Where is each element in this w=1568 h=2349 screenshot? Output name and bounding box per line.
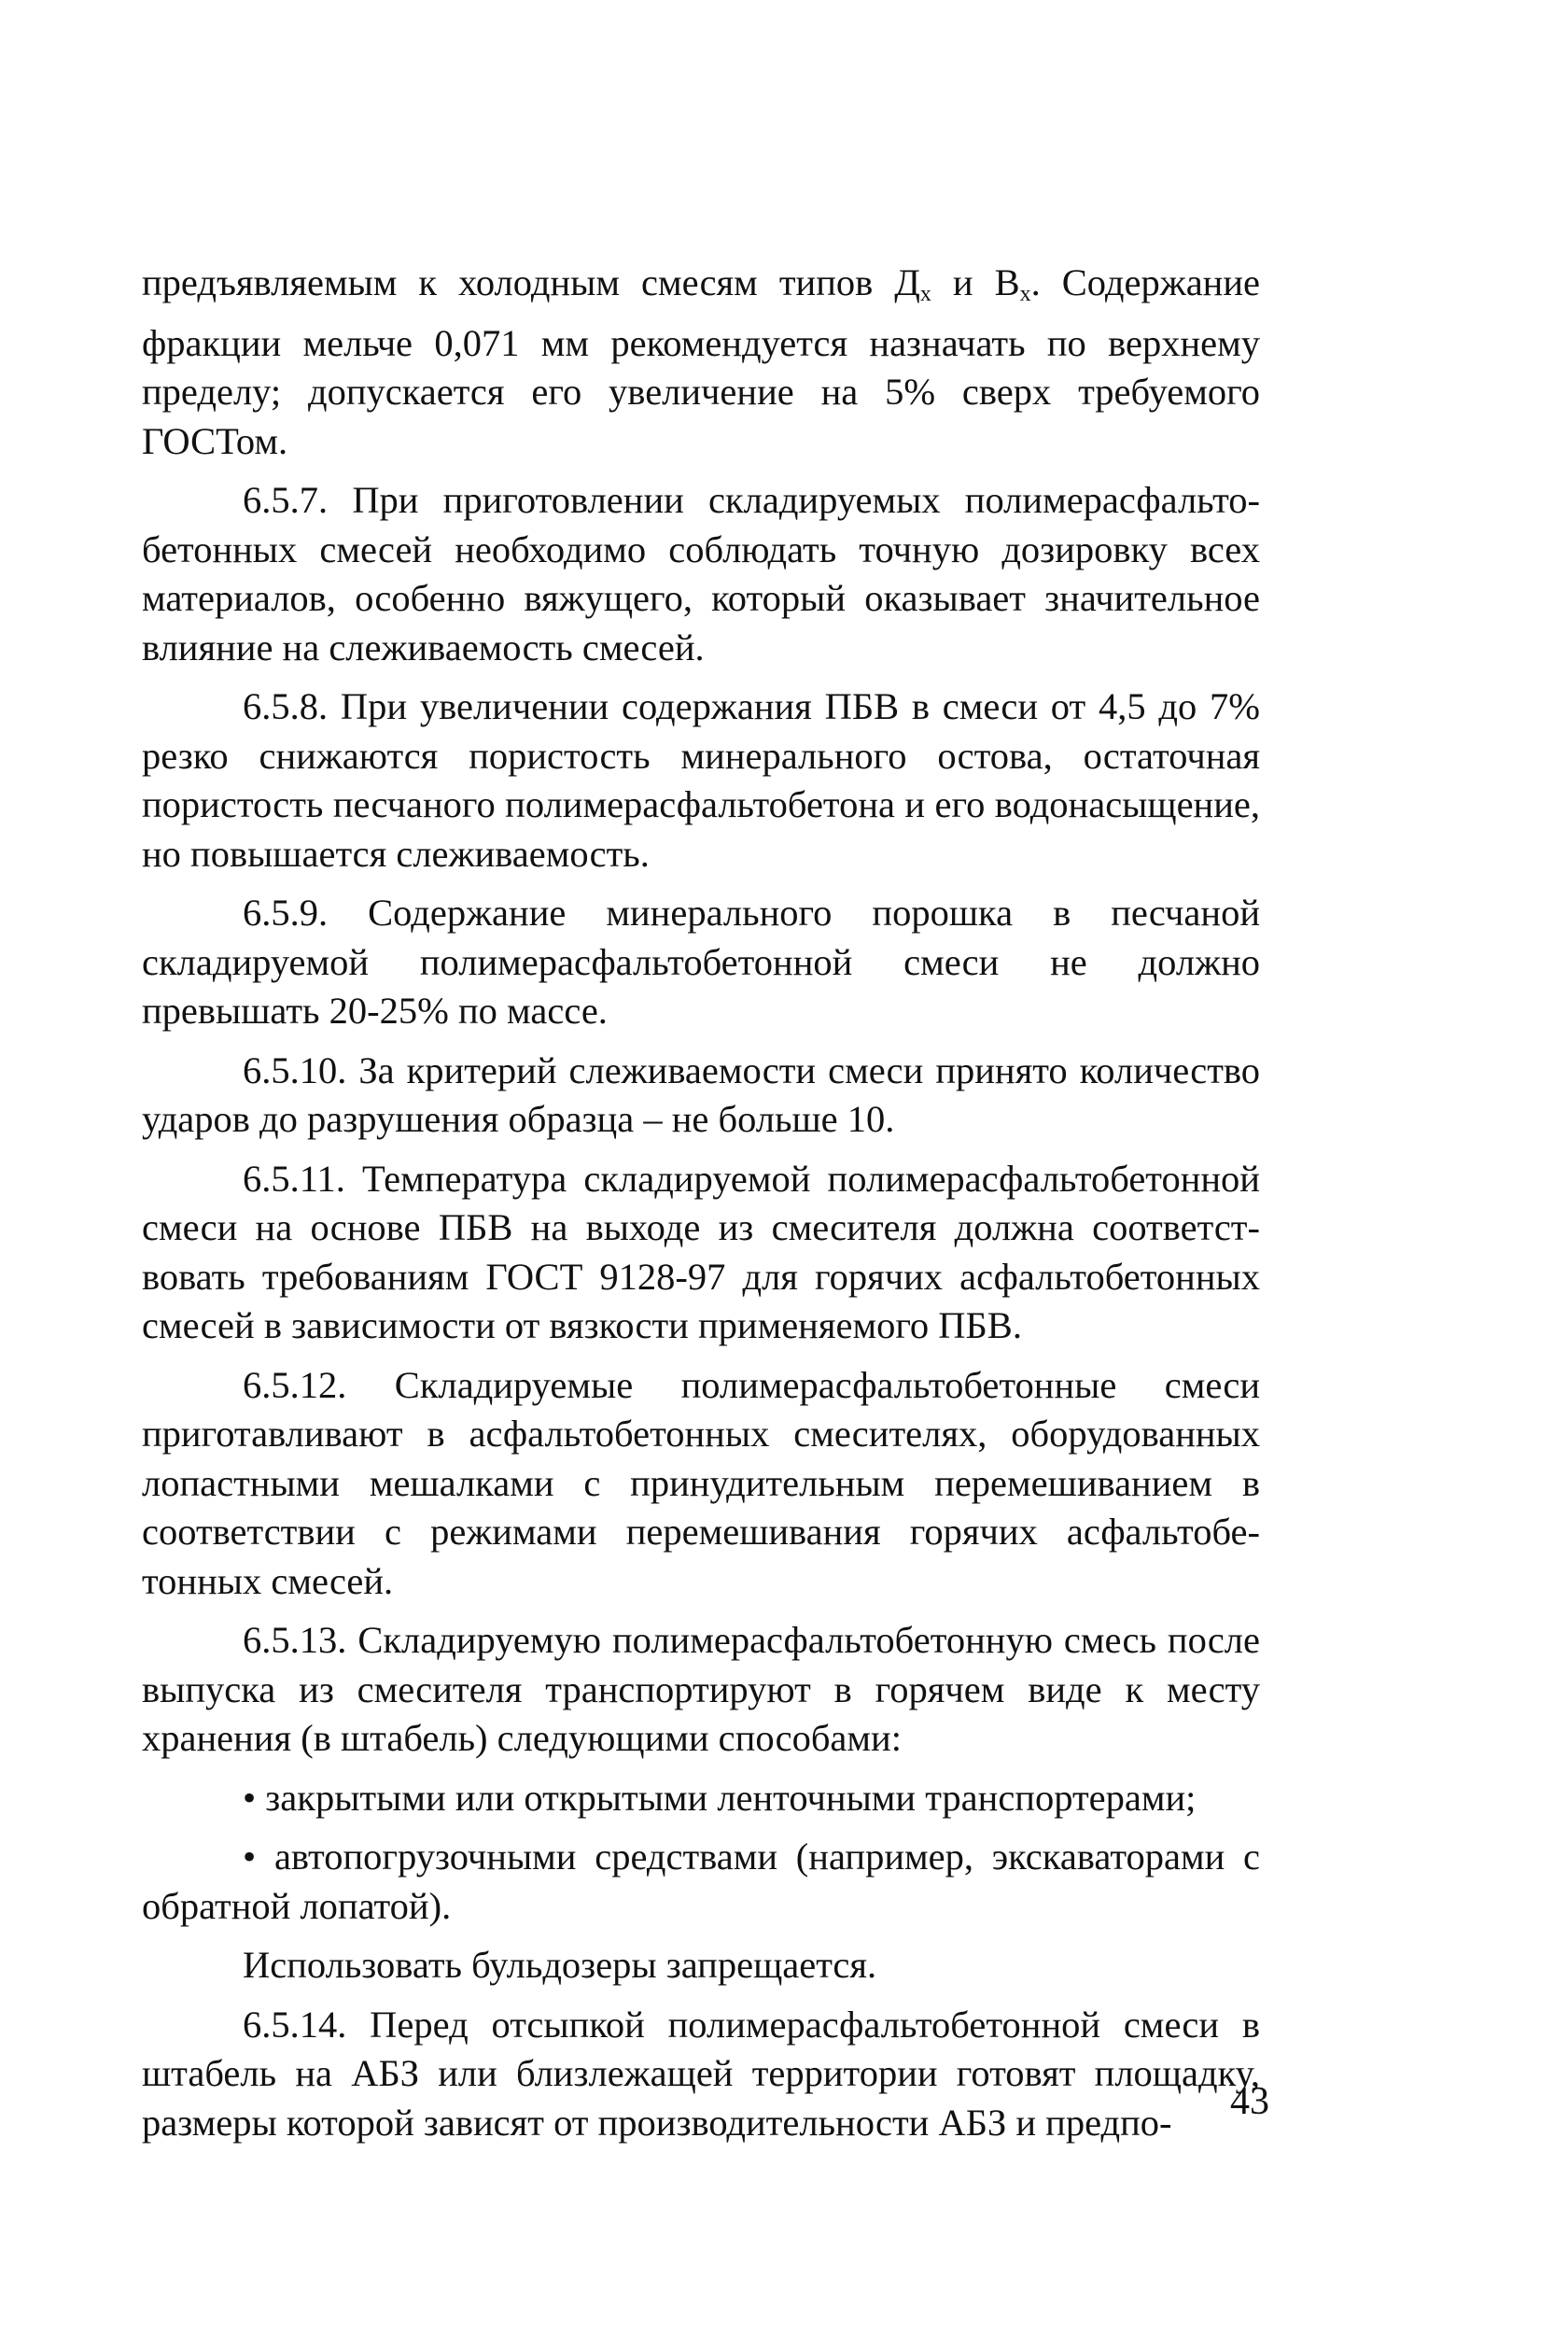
paragraph-6-5-8: 6.5.8. При увеличении содержания ПБВ в смеси от 4,5 до 7% резко снижаются пористость минерального остова, остаточная пористость песчаного полимерасфальтобетона и его водонасыщение, но повышается слеживаемость. [142,685,1260,875]
paragraph-6-5-7: 6.5.7. При приготовлении складируемых полимерасфальтобетонных смесей необходимо соблюдать точную дозировку всех материалов, особенно вяжущего, который оказывает значительное влияние на слеживаемость смесей. [142,479,1260,668]
bulldozer-note: Использовать бульдозеры запрещается. [243,1944,877,1986]
continuation-text-1: предъявляемым к холодным смесям типов Д [142,261,920,303]
paragraph-6-5-14: 6.5.14. Перед отсыпкой полимерасфальтобетонной смеси в штабель на АБЗ или близлежащей территории готовят площадку, размеры которой зависят от производительности АБЗ и предпо- [142,2003,1260,2144]
paragraph-6-5-9: 6.5.9. Содержание минерального порошка в песчаной складируемой полимерасфальтобетонной смеси не должно превышать 20-25% по массе. [142,892,1260,1032]
subscript-x-1: х [919,282,931,306]
subscript-x-2: х [1019,282,1031,306]
page-body [142,259,1260,2147]
paragraph-6-5-13: 6.5.13. Складируемую полимерасфальтобетонную смесь после выпуска из смесителя транспортируют в горячем виде к месту хранения (в штабель) следующими способами: [142,1619,1260,1759]
paragraph-6-5-10: 6.5.10. За критерий слеживаемости смеси принято количество ударов до разрушения образца – не больше 10. [142,1048,1260,1140]
continuation-paragraph [142,259,1260,466]
bullet-item-conveyors: • закрытыми или открытыми ленточными транспортерами; [243,1776,1197,1819]
continuation-text-3: . Содержание фракции мельче 0,071 мм рекомендуется назначать по верхнему пределу; допускается его увеличение на 5% сверх требуемого ГОСТом. [142,261,1260,462]
continuation-text-2: и В [931,261,1020,303]
bullet-item-loaders: • автопогрузочными средствами (например, экскаваторами с обратной лопатой). [142,1836,1260,1927]
paragraph-6-5-12: 6.5.12. Складируемые полимерасфальтобетонные смеси приготавливают в асфальтобетонных смесителях, оборудованных лопастными мешалками с принудительным перемешиванием в соответствии с режимами перемешивания горячих асфальтобетонных смесей. [142,1363,1260,1602]
paragraph-6-5-11: 6.5.11. Температура складируемой полимерасфальтобетонной смеси на основе ПБВ на выходе из смесителя должна соответствовать требованиям ГОСТ 9128-97 для горячих асфальтобетонных смесей в зависимости от вязкости применяемого ПБВ. [142,1157,1260,1346]
page-number: 43 [1230,2080,1269,2123]
